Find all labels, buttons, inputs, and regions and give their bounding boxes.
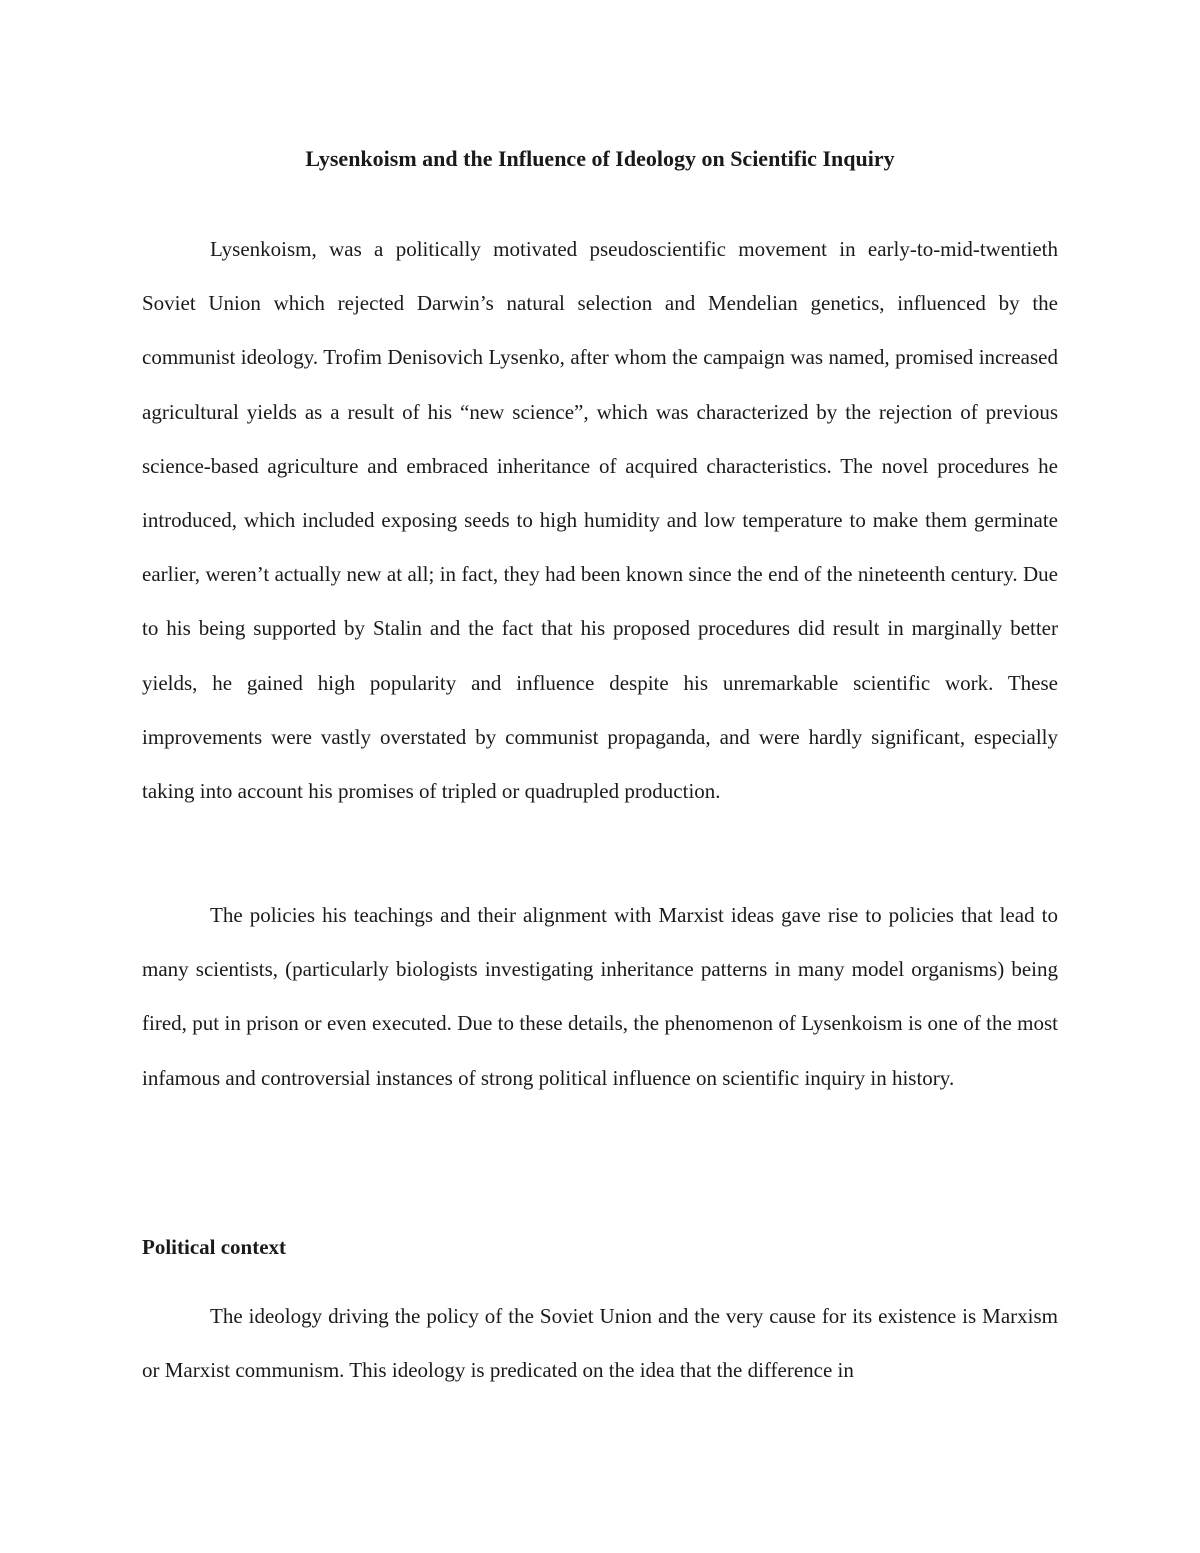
section-paragraph: The ideology driving the policy of the Soviet Union and the very cause for its existence is Marxism or Marxist communism. This ideology is predicated on the idea that the difference in [142,1304,1058,1383]
body-paragraph-policies: The policies his teachings and their alignment with Marxist ideas gave rise to policies that lead to many scientists, (particularly biologists investigating inheritance patterns in many model organisms) being fired, put in prison or even executed. Due to these details, the phenomenon of Lysenkoism is one of the most infamous and controversial instances of strong political influence on scientific inquiry in history. [142,903,1058,1090]
document-title: Lysenkoism and the Influence of Ideology on Scientific Inquiry [305,146,895,171]
body-paragraph-intro: Lysenkoism, was a politically motivated pseudoscientific movement in early-to-mid-twentieth Soviet Union which rejected Darwin’s natural selection and Mendelian genetics, influenced by the communist ideology. Trofim Denisovich Lysenko, after whom the campaign was named, promised increased agricultural yields as a result of his “new science”, which was characterized by the rejection of previous science-based agriculture and embraced inheritance of acquired characteristics. The novel procedures he introduced, which included exposing seeds to high humidity and low temperature to make them germinate earlier, weren’t actually new at all; in fact, they had been known since the end of the nineteenth century. Due to his being supported by Stalin and the fact that his proposed procedures did result in marginally better yields, he gained high popularity and influence despite his unremarkable scientific work. These improvements were vastly overstated by communist propaganda, and were hardly significant, especially taking into account his promises of tripled or quadrupled production. [142,237,1058,804]
section-heading: Political context [142,1235,287,1259]
